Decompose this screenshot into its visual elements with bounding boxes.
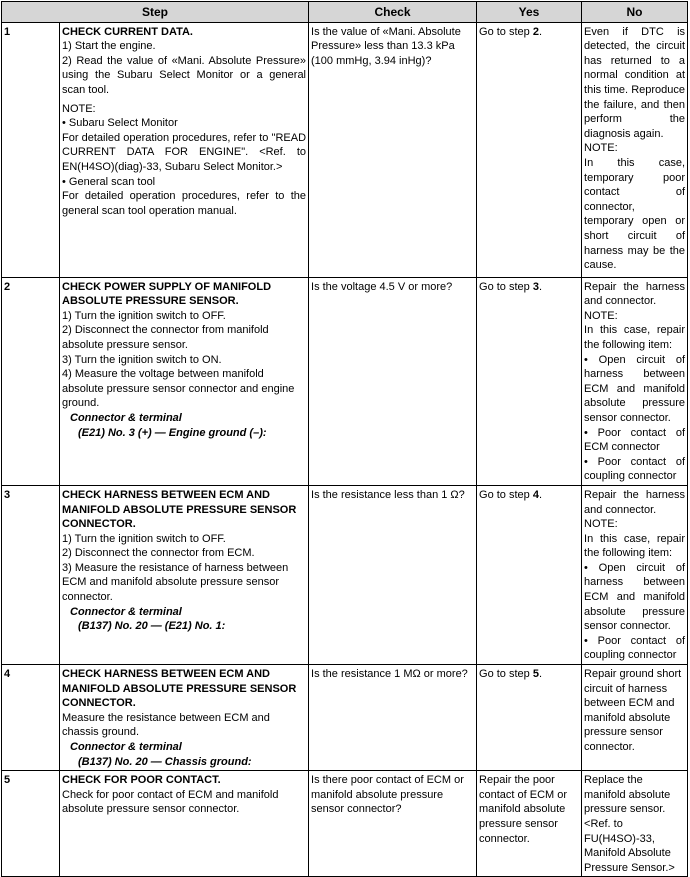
- connector-value: (B137) No. 20 — Chassis ground:: [78, 755, 252, 768]
- no-text: Even if DTC is detected, the circuit has returned to a normal condition at this time. Reproduce the failure, and then perform the diagnosis again.: [584, 25, 686, 140]
- step-number: 1: [2, 22, 60, 277]
- yes-cell: [477, 665, 582, 771]
- no-note-label: NOTE:: [584, 309, 618, 322]
- yes-text: Go to step: [479, 488, 533, 501]
- no-cell: Replace the manifold absolute pressure sensor. <Ref. to FU(H4SO)-33, Manifold Absolute Pressure Sensor.>: [582, 771, 688, 877]
- note-line: For detailed operation procedures, refer to the general scan tool operation manual.: [62, 190, 307, 217]
- yes-step-ref: 2: [532, 25, 539, 38]
- yes-cell: [477, 277, 582, 485]
- yes-suffix: .: [538, 25, 543, 38]
- no-item: • Open circuit of harness between ECM and manifold absolute pressure sensor connector.: [584, 561, 686, 633]
- step-line: 1) Start the engine.: [62, 40, 156, 53]
- diagnosis-table: [1, 1, 688, 877]
- step-title: CHECK HARNESS BETWEEN ECM AND MANIFOLD ABSOLUTE PRESSURE SENSOR CONNECTOR.: [62, 668, 297, 710]
- yes-step-ref: 4: [532, 488, 539, 501]
- table-row: [2, 22, 688, 277]
- check-cell: Is the resistance 1 MΩ or more?: [309, 665, 477, 771]
- no-item: • Poor contact of ECM connector: [584, 426, 686, 454]
- yes-cell: [477, 485, 582, 664]
- connector-label: Connector & terminal: [70, 411, 182, 424]
- yes-cell: Repair the poor contact of ECM or manifold absolute pressure sensor connector.: [477, 771, 582, 877]
- step-title: CHECK HARNESS BETWEEN ECM AND MANIFOLD ABSOLUTE PRESSURE SENSOR CONNECTOR.: [62, 488, 297, 531]
- check-cell: Is the voltage 4.5 V or more?: [309, 277, 477, 485]
- step-line: 1) Turn the ignition switch to OFF.: [62, 309, 226, 322]
- table-row: [2, 485, 688, 664]
- step-line: 4) Measure the voltage between manifold absolute pressure sensor connector and engine ground.: [62, 368, 295, 410]
- step-number: 5: [2, 771, 60, 877]
- note-label: NOTE:: [62, 102, 96, 115]
- no-cell: [582, 22, 688, 277]
- header-check: Check: [309, 2, 477, 23]
- check-cell: Is the value of «Mani. Absolute Pressure» less than 13.3 kPa (100 mmHg, 3.94 inHg)?: [309, 22, 477, 277]
- check-cell: Is the resistance less than 1 Ω?: [309, 485, 477, 664]
- no-text: Repair the harness and connector.: [584, 280, 686, 308]
- no-cell: [582, 277, 688, 485]
- header-yes: Yes: [477, 2, 582, 23]
- step-line: 2) Read the value of «Mani. Absolute Pressure» using the Subaru Select Monitor or a general scan tool.: [62, 54, 307, 96]
- yes-step-ref: 5: [532, 668, 539, 681]
- no-note-label: NOTE:: [584, 142, 618, 155]
- step-cell: [60, 277, 309, 485]
- connector-value: (B137) No. 20 — (E21) No. 1:: [78, 620, 226, 633]
- no-note: In this case, temporary poor contact of connector, temporary open or short circuit of harness may be the cause.: [584, 156, 686, 272]
- no-item: • Open circuit of harness between ECM and manifold absolute pressure sensor connector.: [584, 353, 686, 424]
- table-row: [2, 771, 688, 877]
- step-title: CHECK CURRENT DATA.: [62, 25, 193, 38]
- step-number: 2: [2, 277, 60, 485]
- no-cell: Repair ground short circuit of harness between ECM and manifold absolute pressure sensor connector.: [582, 665, 688, 771]
- step-cell: [60, 485, 309, 664]
- no-item: • Poor contact of coupling connector: [584, 634, 686, 662]
- step-number: 4: [2, 665, 60, 771]
- step-line: 3) Measure the resistance of harness between ECM and manifold absolute pressure sensor connector.: [62, 561, 289, 604]
- check-cell: Is there poor contact of ECM or manifold absolute pressure sensor connector?: [309, 771, 477, 877]
- no-note: In this case, repair the following item:: [584, 324, 686, 351]
- note-line: For detailed operation procedures, refer to "READ CURRENT DATA FOR ENGINE". <Ref. to EN(H4SO)(diag)-33, Subaru Select Monitor.>: [62, 131, 307, 173]
- yes-cell: [477, 22, 582, 277]
- yes-text: Go to step: [479, 25, 533, 38]
- no-note-label: NOTE:: [584, 518, 618, 531]
- note-line: • General scan tool: [62, 175, 156, 188]
- note-line: • Subaru Select Monitor: [62, 117, 178, 130]
- step-cell: [60, 771, 309, 877]
- no-text: Repair the harness and connector.: [584, 488, 686, 516]
- yes-suffix: .: [538, 668, 543, 681]
- yes-suffix: .: [538, 280, 543, 293]
- no-note: In this case, repair the following item:: [584, 532, 686, 560]
- yes-suffix: .: [538, 488, 543, 501]
- table-row: [2, 665, 688, 771]
- yes-step-ref: 3: [532, 280, 539, 293]
- step-title: CHECK FOR POOR CONTACT.: [62, 774, 221, 787]
- step-line: 2) Disconnect the connector from manifold absolute pressure sensor.: [62, 324, 269, 351]
- step-cell: [60, 22, 309, 277]
- connector-label: Connector & terminal: [70, 741, 182, 753]
- step-line: Measure the resistance between ECM and chassis ground.: [62, 711, 270, 739]
- table-row: [2, 277, 688, 485]
- step-title: CHECK POWER SUPPLY OF MANIFOLD ABSOLUTE PRESSURE SENSOR.: [62, 280, 272, 308]
- step-line: 2) Disconnect the connector from ECM.: [62, 547, 255, 560]
- step-line: 3) Turn the ignition switch to ON.: [62, 353, 222, 366]
- no-cell: [582, 485, 688, 664]
- step-cell: [60, 665, 309, 771]
- yes-text: Go to step: [479, 280, 533, 293]
- header-row: [2, 2, 688, 23]
- step-line: 1) Turn the ignition switch to OFF.: [62, 532, 226, 545]
- connector-value: (E21) No. 3 (+) — Engine ground (–):: [78, 426, 267, 439]
- yes-text: Go to step: [479, 668, 533, 681]
- connector-label: Connector & terminal: [70, 605, 182, 618]
- header-no: No: [582, 2, 688, 23]
- step-number: 3: [2, 485, 60, 664]
- no-item: • Poor contact of coupling connector: [584, 455, 686, 483]
- step-line: Check for poor contact of ECM and manifold absolute pressure sensor connector.: [62, 788, 279, 816]
- header-step: Step: [2, 2, 309, 23]
